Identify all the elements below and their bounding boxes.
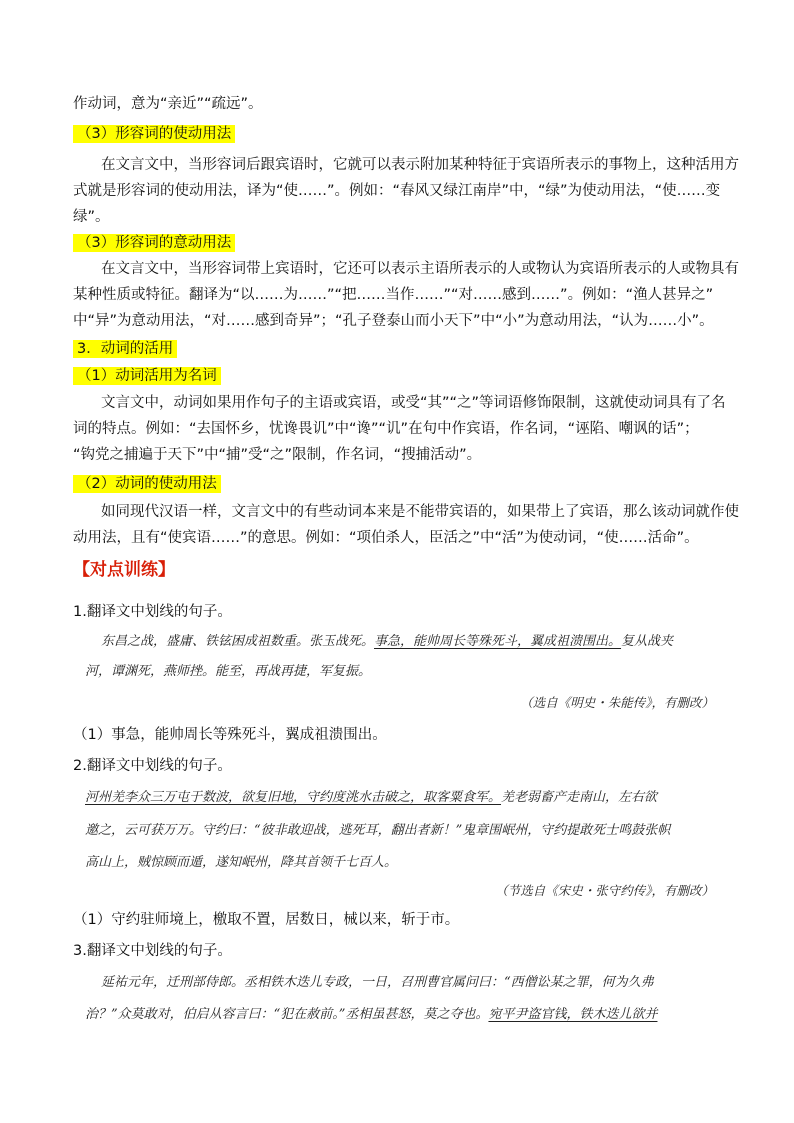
passage-text: 治？”众莫敢对，伯启从容言曰：“犯在赦前。”丞相虽甚怒，莫之夺也。 [85,1007,489,1022]
subheading-verb-as-noun [73,366,221,386]
paragraph-line: 文言文中，动词如果用作句子的主语或宾语，或受“其”“之”等词语修饰限制，这就使动词具有了名 [101,395,726,411]
paragraph-line: 式就是形容词的使动用法，译为“使……”。例如：“春风又绿江南岸”中，“绿”为使动用法，“使……变 [73,183,721,199]
passage-text: 东昌之战，盛庸、铁铉困成祖数重。张玉战死。 [101,634,375,649]
question-1-passage-line [101,633,673,651]
paragraph-line: 如同现代汉语一样，文言文中的有些动词本来是不能带宾语的，如果带上了宾语，那么该动词就作使 [101,504,739,520]
paragraph-line: 动用法，且有“使宾语……”的意思。例如：“项伯杀人，臣活之”中“活”为使动词，“使……活命”。 [73,530,699,546]
subheading-verb-causative [73,474,221,494]
question-2-passage-line: 邀之，云可获万万。守约曰：“彼非敢迎战，逃死耳，翻出者新！”鬼章围岷州，守约提敢死士鸣鼓张帜 [85,823,671,838]
training-heading: 【对点训练】 [73,560,175,580]
highlighted-heading: （3）形容词的使动用法 [73,125,235,143]
paragraph-line: 在文言文中，当形容词后跟宾语时，它就可以表示附加某种特征于宾语所表示的事物上，这种活用方 [101,157,739,173]
passage-text: 复从战夹 [621,634,674,649]
highlighted-heading: （3）形容词的意动用法 [73,234,235,252]
passage-text: 羌老弱畜产走南山，左右欲 [501,790,658,805]
paragraph-line: 作动词，意为“亲近”“疏远”。 [73,96,263,112]
underlined-sentence: 河州羌李众三万屯于数波，欲复旧地，守约度洮水击破之，取客粟食军。 [85,790,502,805]
subheading-causative-adjective [73,124,235,144]
question-1-prompt: 1.翻译文中划线的句子。 [73,604,232,620]
question-3-passage-line: 延祐元年，迁刑部侍郎。丞相铁木迭儿专政，一日，召刑曹官属问曰：“西僧讼某之罪，何为久弗 [101,975,654,990]
highlighted-heading: 3．动词的活用 [73,340,177,358]
paragraph-line: 在文言文中，当形容词带上宾语时，它还可以表示主语所表示的人或物认为宾语所表示的人或物具有 [101,261,739,277]
question-2-answer: （1）守约驻师境上，檄取不置，居数日，械以来，斩于市。 [73,912,460,928]
paragraph-line: 某种性质或特征。翻译为“以……为……”“把……当作……”“对……感到……”。例如：“渔人甚异之” [73,287,714,303]
highlighted-heading: （2）动词的使动用法 [73,475,221,493]
question-3-prompt: 3.翻译文中划线的句子。 [73,943,232,959]
question-1-answer: （1）事急，能帅周长等殊死斗，翼成祖溃围出。 [73,727,387,743]
underlined-sentence: 事急，能帅周长等殊死斗，翼成祖溃围出。 [374,634,622,649]
subheading-verb-usage [73,339,177,359]
subheading-putative-adjective [73,233,235,253]
question-2-source: （节选自《宋史・张守约传》，有删改） [495,883,714,898]
underlined-sentence: 宛平尹盗官钱，铁木迭儿欲并 [488,1007,658,1022]
question-1-source: （选自《明史・朱能传》，有删改） [520,695,714,710]
question-3-passage-line [85,1006,657,1024]
question-2-passage-line [85,789,657,807]
question-1-passage-line: 河，谭渊死，燕师挫。能至，再战再捷，军复振。 [85,664,372,679]
highlighted-heading: （1）动词活用为名词 [73,367,221,385]
question-2-passage-line: 高山上，贼惊顾而遁，遂知岷州，降其首领千七百人。 [85,855,398,870]
paragraph-line: 词的特点。例如：“去国怀乡，忧谗畏讥”中“谗”“讥”在句中作宾语，作名词，“诬陷、嘲讽的话”； [73,421,699,437]
paragraph-line: 绿”。 [73,209,110,225]
paragraph-line: “钩党之捕遍于天下”中“捕”受“之”限制，作名词，“搜捕活动”。 [73,447,482,463]
question-2-prompt: 2.翻译文中划线的句子。 [73,758,232,774]
paragraph-line: 中“异”为意动用法，“对……感到奇异”；“孔子登泰山而小天下”中“小”为意动用法，“认为……小”。 [73,313,714,329]
